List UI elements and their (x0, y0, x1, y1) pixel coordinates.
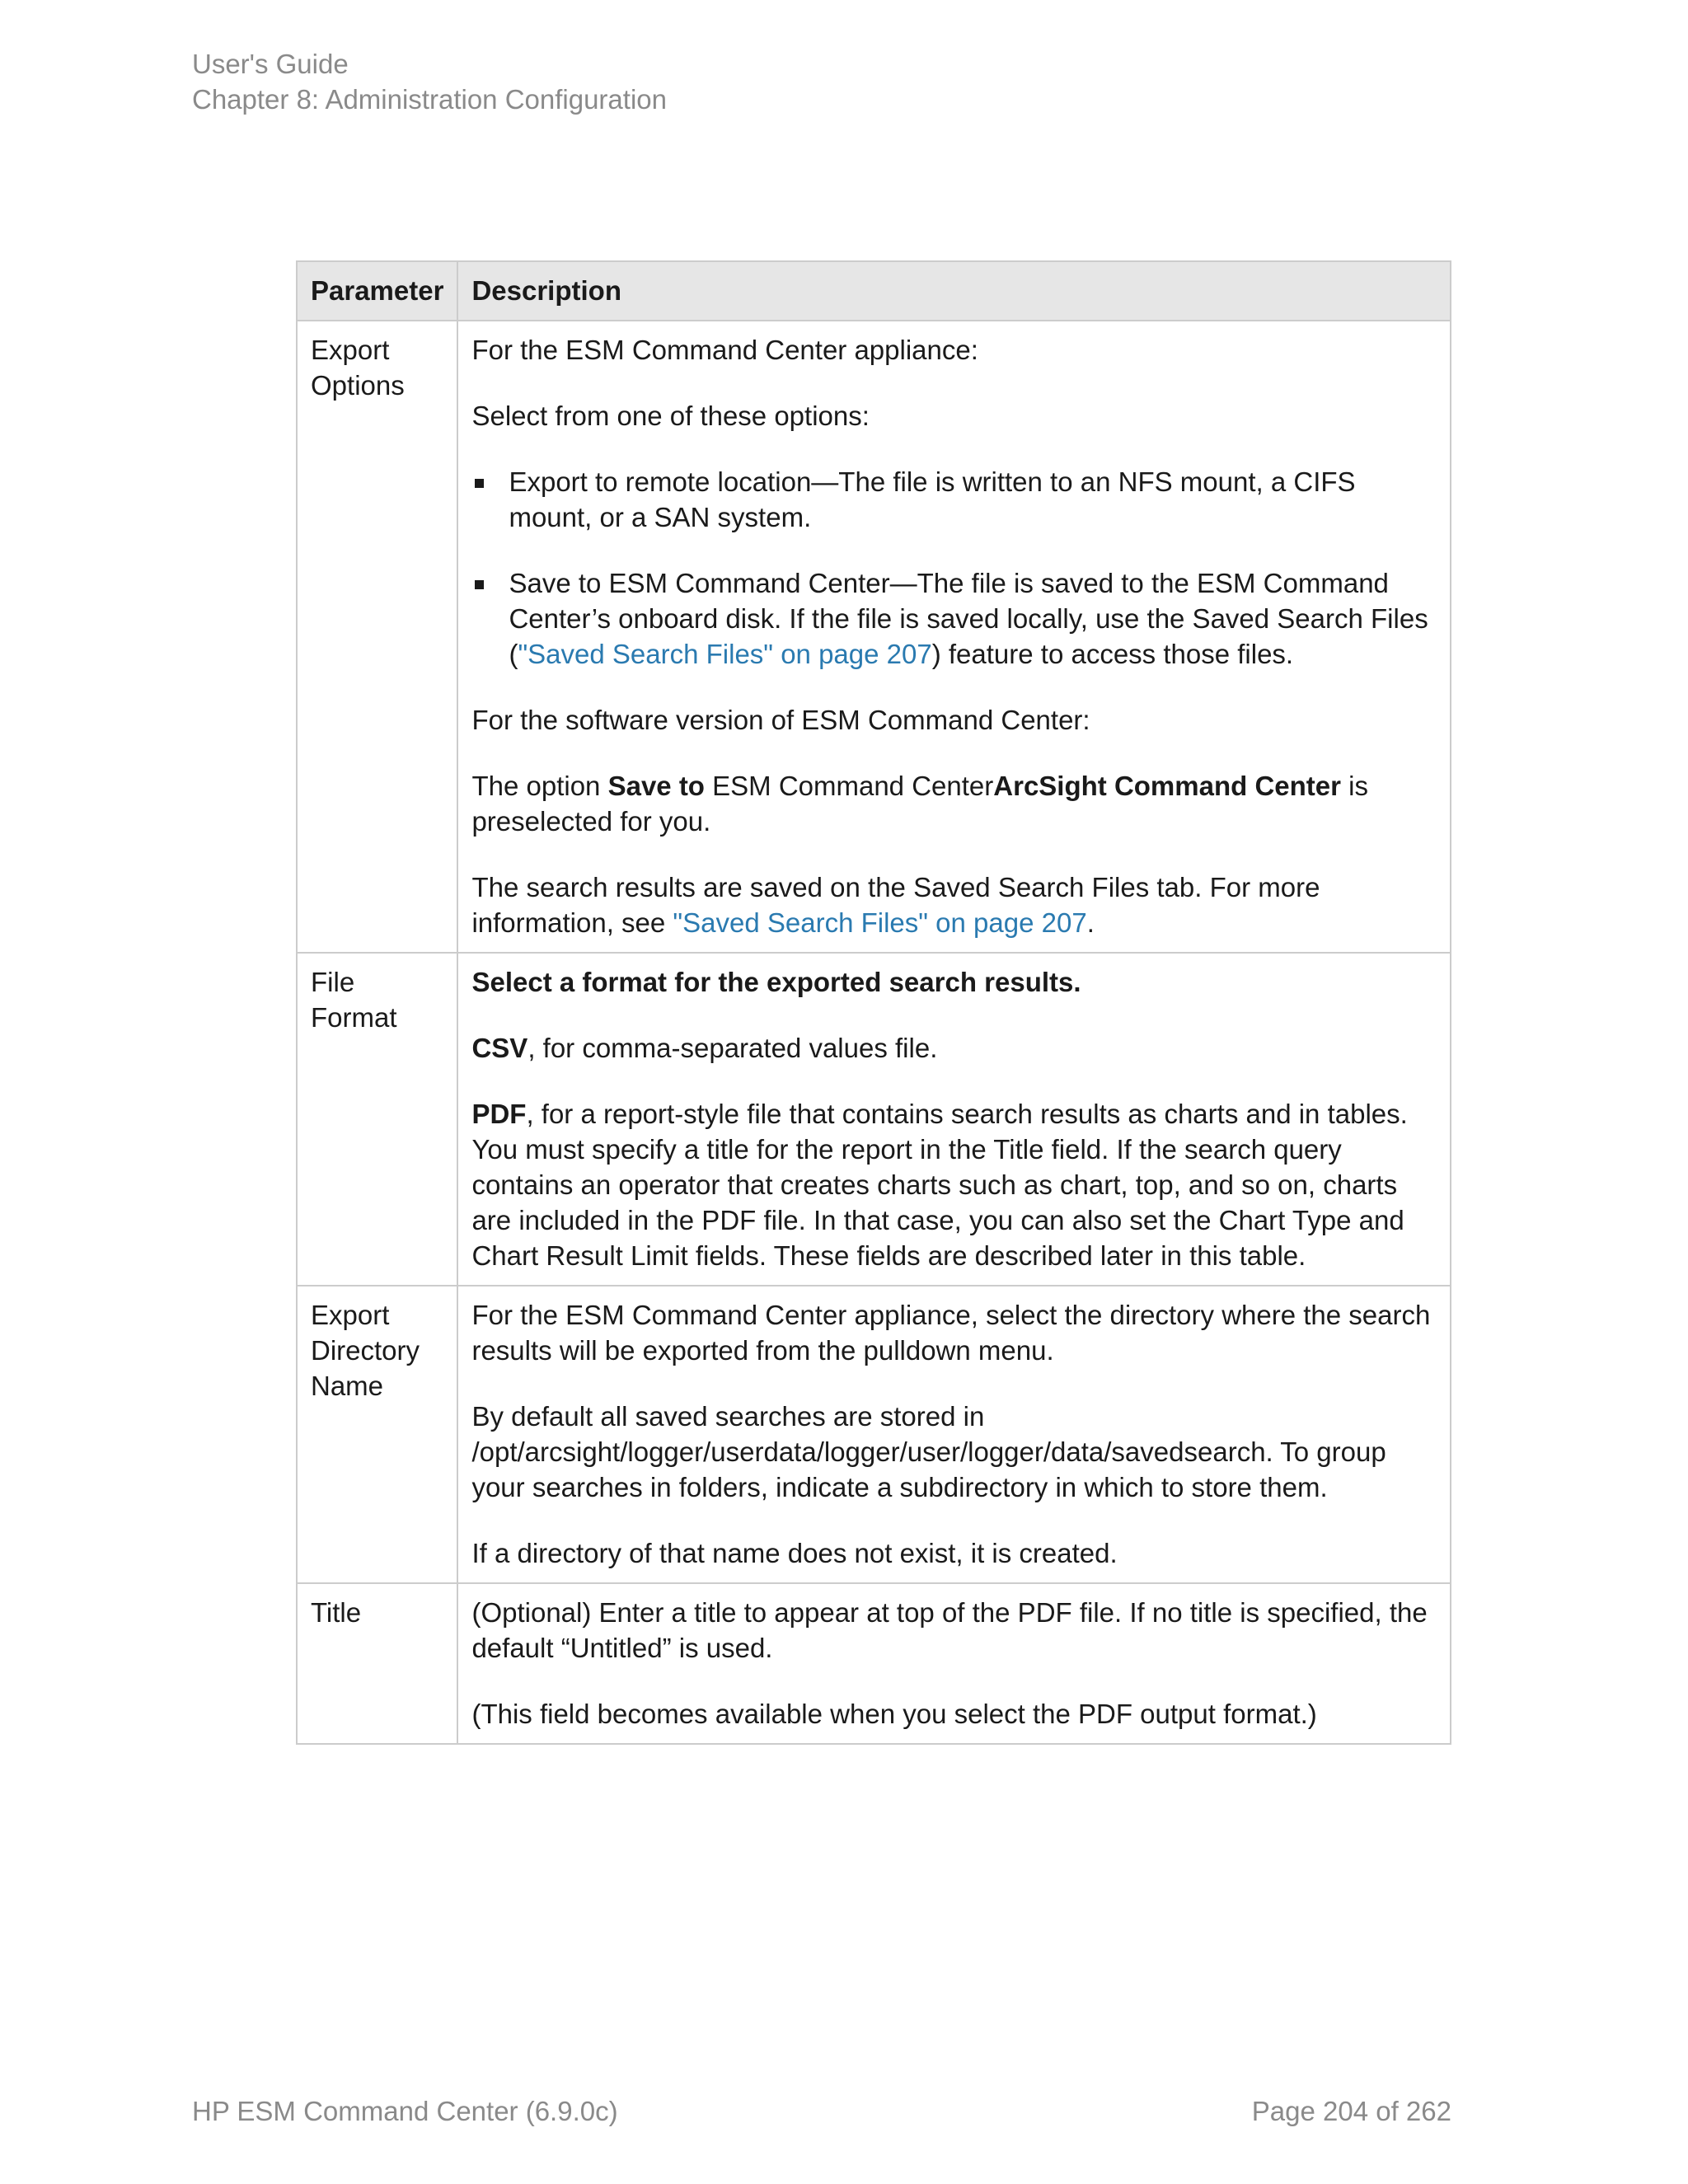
bold-text: PDF (471, 1099, 527, 1129)
bold-text: ArcSight Command Center (993, 771, 1341, 801)
text-run: , for a report-style file that contains search results as charts and in tables. You must specify a title for the report in the Title field. If the search query contains an operator that creates charts such as chart, top, and so on, charts are included in the PDF file. In that case, you can also set the Chart Type and Chart Result Limit fields. These fields are described later in this table. (471, 1099, 1408, 1271)
param-cell: File Format (297, 953, 457, 1286)
paragraph (471, 1096, 1437, 1273)
paragraph: For the ESM Command Center appliance, select the directory where the search results will be exported from the pulldown menu. (471, 1300, 1431, 1366)
saved-search-files-link[interactable]: "Saved Search Files" on page 207 (518, 639, 932, 669)
saved-search-files-link[interactable]: "Saved Search Files" on page 207 (673, 907, 1087, 938)
description-cell (457, 1583, 1451, 1744)
footer-page-number: Page 204 of 262 (1251, 2096, 1451, 2126)
footer-product: HP ESM Command Center (6.9.0c) (192, 2096, 618, 2126)
bold-text: Save to (607, 771, 705, 801)
text-run: The search results are saved on the Saved Search Files tab. For more information, see (471, 872, 1320, 938)
parameter-table (296, 260, 1451, 1745)
list-item (471, 464, 1437, 535)
table-row-export-directory (297, 1286, 1451, 1583)
text-run: is preselected for you. (471, 771, 1368, 837)
list-item (471, 565, 1437, 672)
param-cell: Export Directory Name (297, 1286, 457, 1583)
paragraph (471, 1030, 1437, 1066)
param-cell: Title (297, 1583, 457, 1744)
column-header-parameter: Parameter (297, 261, 457, 321)
header-guide-title: User's Guide (192, 49, 349, 79)
table-row-export-options (297, 321, 1451, 953)
paragraph: Select from one of these options: (471, 401, 870, 431)
paragraph: For the software version of ESM Command Center: (471, 705, 1090, 735)
description-cell (457, 953, 1451, 1286)
running-header (192, 46, 667, 117)
table-header-row (297, 261, 1451, 321)
table-row-title (297, 1583, 1451, 1744)
description-cell (457, 321, 1451, 953)
column-header-description: Description (457, 261, 1451, 321)
table-row-file-format (297, 953, 1451, 1286)
paragraph: For the ESM Command Center appliance: (471, 335, 978, 365)
text-run: The option (471, 771, 608, 801)
option-list (471, 464, 1437, 672)
paragraph: If a directory of that name does not exist, it is created. (471, 1538, 1118, 1568)
paragraph: (This field becomes available when you select the PDF output format.) (471, 1699, 1317, 1729)
text-run: , for comma-separated values file. (528, 1033, 938, 1063)
bold-text: Select a format for the exported search results. (471, 967, 1081, 997)
paragraph: (Optional) Enter a title to appear at top of the PDF file. If no title is specified, the default “Untitled” is used. (471, 1597, 1428, 1663)
bullet-text: Export to remote location—The file is written to an NFS mount, a CIFS mount, or a SAN system. (509, 466, 1356, 532)
paragraph: By default all saved searches are stored in /opt/arcsight/logger/userdata/logger/user/logger/data/savedsearch. To group your searches in folders, indicate a subdirectory in which to store them. (471, 1401, 1386, 1502)
description-cell (457, 1286, 1451, 1583)
bold-text: CSV (471, 1033, 528, 1063)
paragraph (471, 768, 1437, 839)
header-chapter-title: Chapter 8: Administration Configuration (192, 84, 667, 115)
param-cell: Export Options (297, 321, 457, 953)
bullet-text: ) feature to access those files. (931, 639, 1294, 669)
text-run: . (1086, 907, 1095, 938)
paragraph (471, 964, 1437, 1000)
bullet-text: Save to ESM Command Center—The file is saved to the ESM Command Center’s onboard disk. If the file is saved locally, use the Saved Search Files ( (509, 568, 1428, 669)
text-run: ESM Command Center (704, 771, 994, 801)
paragraph (471, 869, 1437, 940)
